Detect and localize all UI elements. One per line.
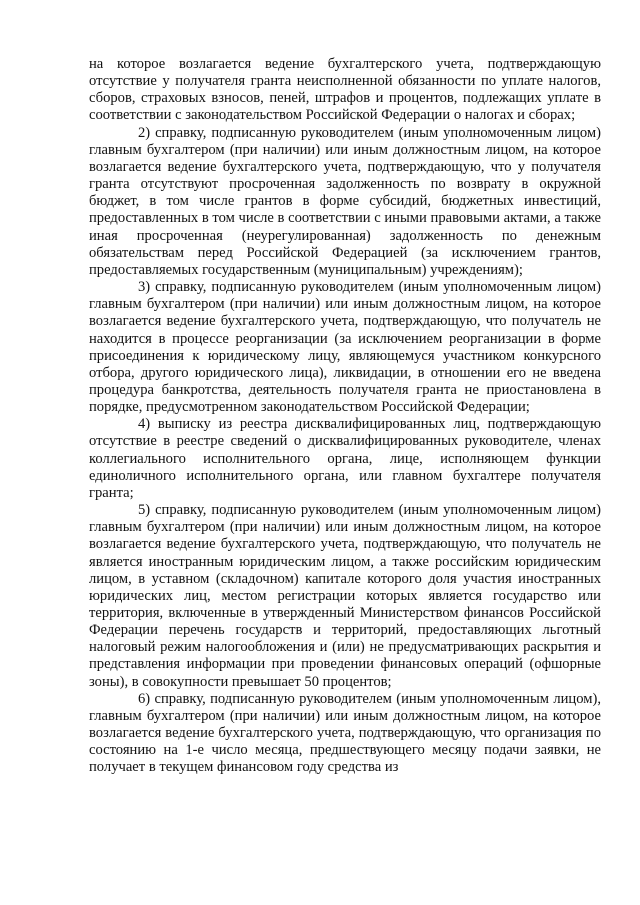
paragraph-item-2: 2) справку, подписанную руководителем (иным уполномоченным лицом) главным бухгалтером (при наличии) или иным должностным лицом, на которое возлагается ведение бухгалтерского учета, подтверждающую, что у получателя гранта отсутствуют просроченная задолженность по возврату в окружной бюджет, в том числе грантов в форме субсидий, бюджетных инвестиций, предоставленных в том числе в соответствии с иными правовыми актами, а также иная просроченная (неурегулированная) задолженность по денежным обязательствам перед Российской Федерацией (за исключением грантов, предоставляемых государственным (муниципальным) учреждениям); bbox=[89, 124, 601, 278]
paragraph-item-6: 6) справку, подписанную руководителем (иным уполномоченным лицом), главным бухгалтером (при наличии) или иным должностным лицом, на которое возлагается ведение бухгалтерского учета, подтверждающую, что организация по состоянию на 1-е число месяца, предшествующего месяцу подачи заявки, не получает в текущем финансовом году средства из bbox=[89, 690, 601, 776]
paragraph-item-3: 3) справку, подписанную руководителем (иным уполномоченным лицом) главным бухгалтером (при наличии) или иным должностным лицом, на которое возлагается ведение бухгалтерского учета, подтверждающую, что получатель не находится в процессе реорганизации (за исключением реорганизации в форме присоединения к юридическому лицу, являющемуся участником конкурсного отбора, другого юридического лица), ликвидации, в отношении его не введена процедура банкротства, деятельность получателя гранта не приостановлена в порядке, предусмотренном законодательством Российской Федерации; bbox=[89, 279, 601, 416]
paragraph-continuation: на которое возлагается ведение бухгалтерского учета, подтверждающую отсутствие у получателя гранта неисполненной обязанности по уплате налогов, сборов, страховых взносов, пеней, штрафов и процентов, подлежащих уплате в соответствии с законодательством Российской Федерации о налогах и сборах; bbox=[89, 56, 601, 124]
document-page bbox=[89, 56, 601, 777]
paragraph-item-4: 4) выписку из реестра дисквалифицированных лиц, подтверждающую отсутствие в реестре сведений о дисквалифицированных руководителе, членах коллегиального исполнительного органа, лице, исполняющем функции единоличного исполнительного органа, или главном бухгалтере получателя гранта; bbox=[89, 416, 601, 501]
paragraph-item-5: 5) справку, подписанную руководителем (иным уполномоченным лицом) главным бухгалтером (при наличии) или иным должностным лицом, на которое возлагается ведение бухгалтерского учета, подтверждающую, что получатель не является иностранным юридическим лицом, а также российским юридическим лицом, в уставном (складочном) капитале которого доля участия иностранных юридических лиц, местом регистрации которых является государство или территория, включенные в утвержденный Министерством финансов Российской Федерации перечень государств и территорий, предоставляющих льготный налоговый режим налогообложения и (или) не предусматривающих раскрытия и представления информации при проведении финансовых операций (офшорные зоны), в совокупности превышает 50 процентов; bbox=[89, 502, 601, 690]
